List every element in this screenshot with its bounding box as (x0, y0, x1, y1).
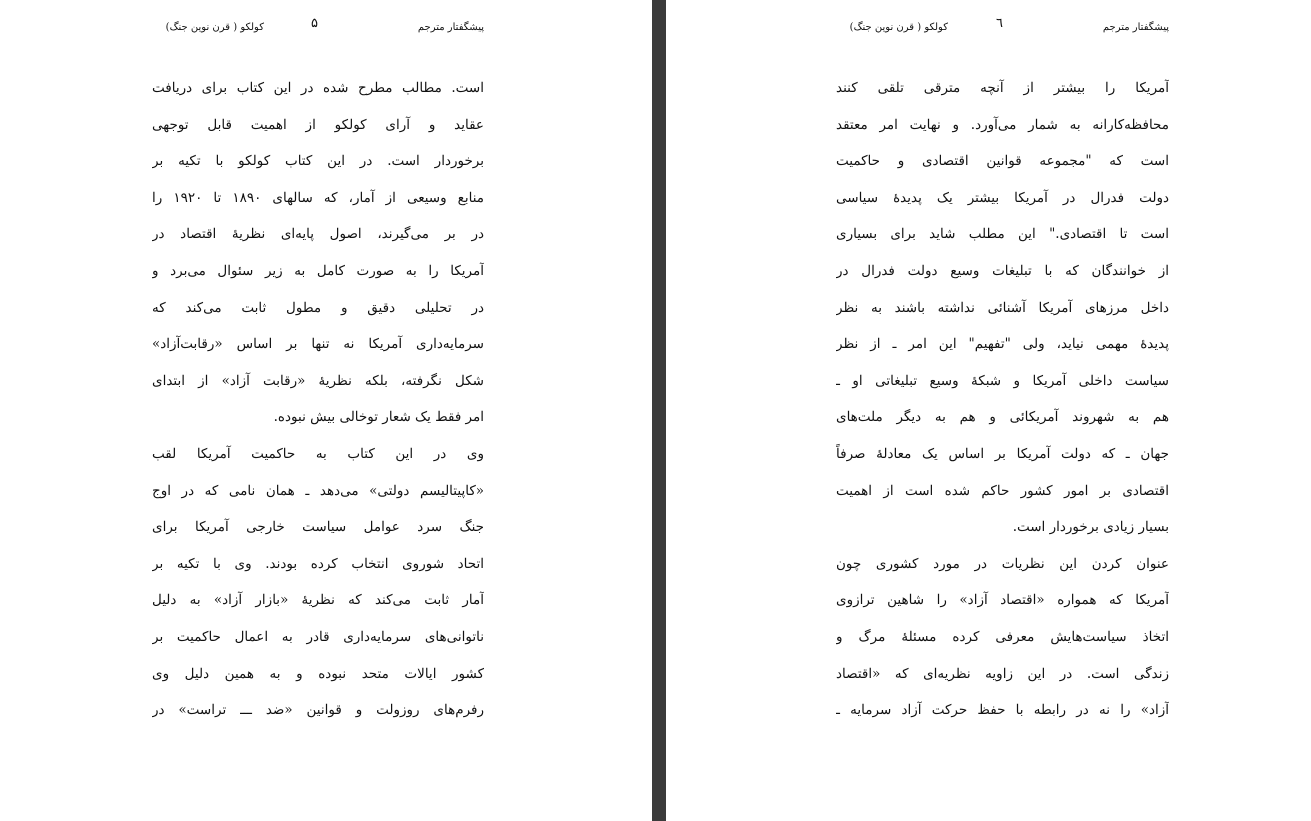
text-line: سیاست داخلی آمریکا و شبکهٔ وسیع تبلیغاتی او ـ (836, 372, 1169, 389)
text-line: از خوانندگان که با تبلیغات وسیع دولت فدرال در (836, 262, 1169, 279)
text-line: محافظه‌کارانه به شمار می‌آورد. و نهایت امر معتقد (836, 116, 1169, 133)
text-line: ناتوانی‌های سرمایه‌داری قادر به اعمال حاکمیت بر (152, 628, 484, 645)
page-header-book-title: کولکو ( قرن نوین جنگ) (849, 22, 948, 33)
page-body-text (836, 70, 1169, 729)
text-line: کشور ایالات متحد نبوده و به همین دلیل وی (152, 665, 484, 682)
page-body-text (152, 70, 484, 729)
text-line: امر فقط یک شعار توخالی بیش نبوده. (273, 409, 484, 426)
text-line: آمار ثابت می‌کند که نظریهٔ «بازار آزاد» به دلیل (152, 592, 484, 609)
text-line: هم به شهروند آمریکائی و هم به دیگر ملت‌های (836, 409, 1169, 426)
text-line: جهان ـ که دولت آمریکا بر اساس یک معادلهٔ صرفاً (836, 445, 1169, 462)
text-line: زندگی است. در این زاویه نظریه‌ای که «اقتصاد (836, 665, 1169, 682)
text-line: رفرم‌های روزولت و قوانین «ضد ـــ تراست» در (152, 702, 484, 719)
text-line: پدیدهٔ مهمی نیاید، ولی "تفهیم" این امر ـ از نظر (836, 336, 1169, 353)
text-line: وی در این کتاب به حاکمیت آمریکا لقب (152, 445, 484, 462)
page-number: ۵ (311, 16, 318, 31)
page-header-chapter: پیشگفتار مترجم (1102, 22, 1169, 33)
page-gutter (652, 0, 666, 821)
text-line: اقتصادی بر امور کشور حاکم شده است از اهمیت (836, 482, 1169, 499)
text-line: است. مطالب مطرح شده در این کتاب برای دریافت (152, 80, 484, 96)
text-line: جنگ سرد عوامل سیاست خارجی آمریکا برای (152, 519, 484, 536)
page-header-chapter: پیشگفتار مترجم (417, 22, 484, 33)
text-line: برخوردار است. در این کتاب کولکو با تکیه بر (152, 153, 484, 170)
text-line: دولت فدرال در آمریکا بیشتر یک پدیدهٔ سیاسی (836, 189, 1169, 206)
text-line: است تا اقتصادی." این مطلب شاید برای بسیاری (836, 226, 1169, 243)
text-line: عنوان کردن این نظریات در مورد کشوری چون (836, 555, 1169, 572)
text-line: در بر می‌گیرند، اصول پایه‌ای نظریهٔ اقتصاد در (152, 226, 484, 243)
text-line: آزاد» را نه در رابطه با حفظ حرکت آزاد سرمایه ـ (836, 702, 1169, 719)
text-line: در تحلیلی دقیق و مطول ثابت می‌کند که (152, 299, 484, 316)
text-line: است که "مجموعه قوانین اقتصادی و حاکمیت (836, 153, 1169, 170)
text-line: اتحاد شوروی انتخاب کرده بودند. وی با تکیه بر (152, 555, 484, 572)
page-header-book-title: کولکو ( قرن نوین جنگ) (165, 22, 264, 33)
text-line: آمریکا که همواره «اقتصاد آزاد» را شاهین ترازوی (836, 592, 1169, 609)
page-number: ٦ (996, 16, 1003, 31)
page-5 (0, 0, 652, 821)
page-6 (666, 0, 1311, 821)
text-line: سرمایه‌داری آمریکا نه تنها بر اساس «رقابت‌آزاد» (152, 336, 484, 353)
text-line: اتخاذ سیاست‌هایش معرفی کرده مسئلهٔ مرگ و (836, 628, 1169, 645)
text-line: داخل مرزهای آمریکا آشنائی نداشته باشند به نظر (836, 299, 1169, 316)
text-line: شکل نگرفته، بلکه نظریهٔ «رقابت آزاد» از ابتدای (152, 372, 484, 389)
text-line: «کاپیتالیسم دولتی» می‌دهد ـ همان نامی که در اوج (152, 482, 484, 499)
text-line: بسیار زیادی برخوردار است. (1012, 519, 1169, 536)
text-line: آمریکا را بیشتر از آنچه مترقی تلقی کنند (836, 80, 1169, 96)
text-line: منابع وسیعی از آمار، که سالهای ۱۸۹۰ تا ۱۹۲۰ را (152, 189, 484, 206)
text-line: آمریکا را به صورت کامل به زیر سئوال می‌برد و (152, 262, 484, 279)
text-line: عقاید و آرای کولکو از اهمیت قابل توجهی (152, 116, 484, 133)
